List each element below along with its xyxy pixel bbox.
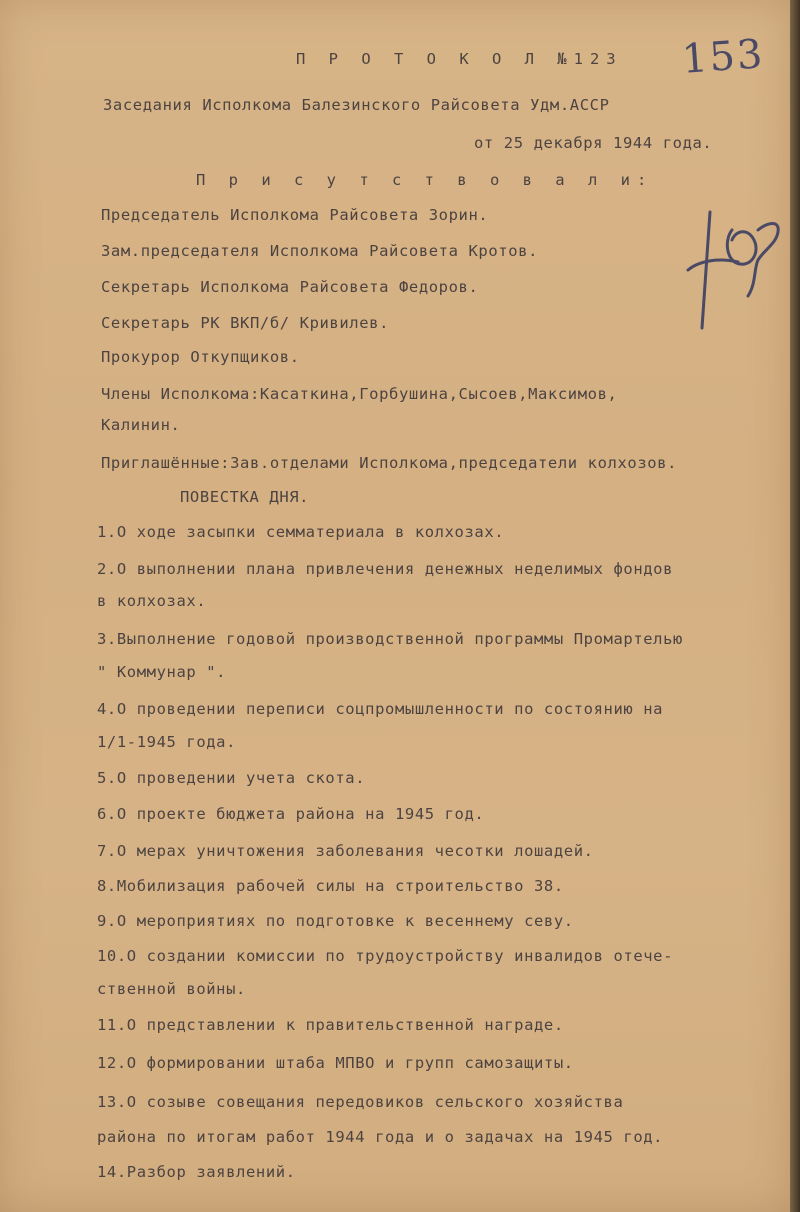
- agenda-line: ственной войны.: [97, 980, 246, 998]
- agenda-line: 5.О проведении учета скота.: [97, 769, 366, 787]
- agenda-line: 14.Разбор заявлений.: [97, 1163, 296, 1181]
- agenda-heading: ПОВЕСТКА ДНЯ.: [180, 488, 310, 506]
- handwritten-page-number: 153: [680, 31, 766, 83]
- members-line: Члены Исполкома:Касаткина,Горбушина,Сысоев,Максимов,: [101, 385, 618, 403]
- agenda-line: " Коммунар ".: [97, 663, 227, 681]
- members-line: Калинин.: [101, 416, 181, 434]
- page-edge-shadow: [790, 0, 800, 1212]
- attendee-line: Прокурор Откупщиков.: [101, 348, 300, 366]
- agenda-line: района по итогам работ 1944 года и о задачах на 1945 год.: [97, 1128, 664, 1146]
- attendee-line: Зам.председателя Исполкома Райсовета Кротов.: [101, 242, 538, 260]
- agenda-line: 11.О представлении к правительственной награде.: [97, 1016, 564, 1034]
- attendee-line: Секретарь Исполкома Райсовета Федоров.: [101, 278, 479, 296]
- agenda-line: 6.О проекте бюджета района на 1945 год.: [97, 805, 485, 823]
- attendee-line: Секретарь РК ВКП/б/ Кривилев.: [101, 314, 390, 332]
- agenda-line: 4.О проведении переписи соцпромышленности по состоянию на: [97, 700, 664, 718]
- agenda-line: 8.Мобилизация рабочей силы на строительство 38.: [97, 877, 564, 895]
- agenda-line: 7.О мерах уничтожения заболевания чесотки лошадей.: [97, 842, 594, 860]
- document-subtitle: Заседания Исполкома Балезинского Райсовета Удм.АССР: [103, 96, 610, 114]
- document-title: П Р О Т О К О Л №123: [296, 50, 623, 68]
- agenda-line: 2.О выполнении плана привлечения денежных неделимых фондов: [97, 560, 674, 578]
- document-date: от 25 декабря 1944 года.: [474, 134, 713, 152]
- handwritten-archive-mark: [680, 200, 790, 340]
- agenda-line: 13.О созыве совещания передовиков сельского хозяйства: [97, 1093, 624, 1111]
- agenda-line: 1.О ходе засыпки семматериала в колхозах.: [97, 523, 505, 541]
- agenda-line: 10.О создании комиссии по трудоустройству инвалидов отече-: [97, 947, 674, 965]
- agenda-line: 1/1-1945 года.: [97, 733, 237, 751]
- agenda-line: в колхозах.: [97, 592, 207, 610]
- agenda-line: 3.Выполнение годовой производственной программы Промартелью: [97, 630, 683, 648]
- agenda-line: 12.О формировании штаба МПВО и групп самозащиты.: [97, 1054, 574, 1072]
- invited-line: Приглашённые:Зав.отделами Исполкома,председатели колхозов.: [101, 454, 678, 472]
- present-heading: П р и с у т с т в о в а л и:: [196, 171, 654, 189]
- agenda-line: 9.О мероприятиях по подготовке к весеннему севу.: [97, 912, 574, 930]
- attendee-line: Председатель Исполкома Райсовета Зорин.: [101, 206, 489, 224]
